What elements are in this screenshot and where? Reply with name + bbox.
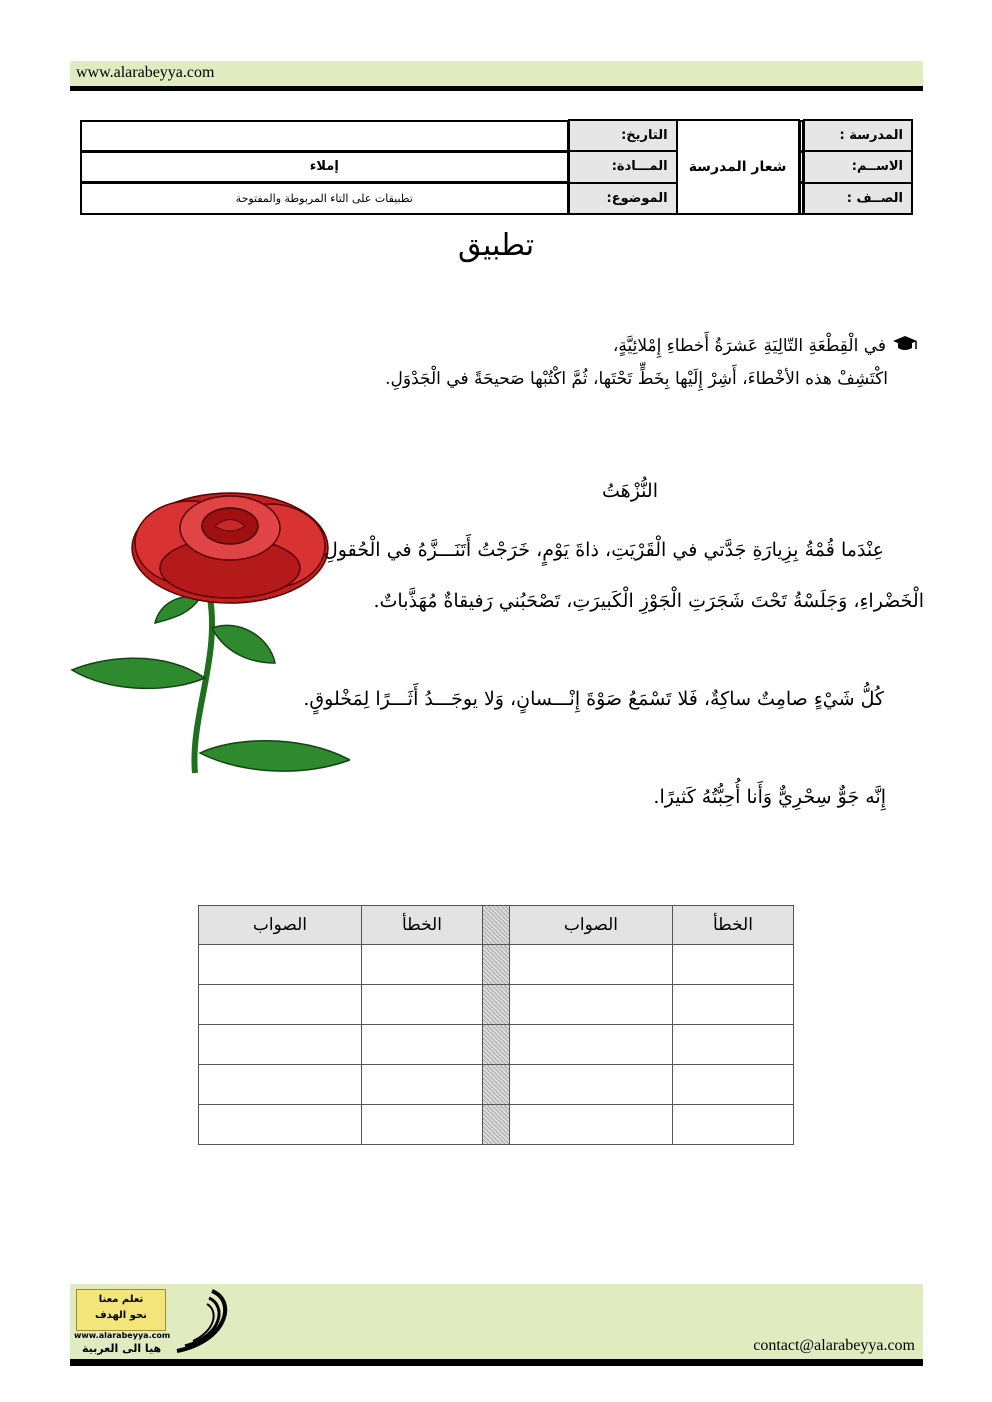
mistake-cell[interactable] — [672, 1105, 793, 1145]
page-title: تطبيق — [457, 228, 535, 263]
site-url[interactable]: www.alarabeyya.com — [76, 64, 215, 81]
table-row — [199, 1105, 794, 1145]
mistake-cell[interactable] — [361, 945, 482, 985]
school-logo-placeholder: شعار المدرسة — [677, 120, 799, 214]
passage-title: النُّزْهَتُ — [602, 480, 658, 502]
badge-box: تعلم معنا نحو الهدف — [76, 1289, 166, 1331]
date-label: التاريخ: — [569, 120, 677, 151]
swirl-logo-icon — [167, 1286, 242, 1358]
site-badge[interactable] — [72, 1286, 242, 1358]
name-label: الاســم: — [804, 151, 912, 182]
mistake-cell[interactable] — [672, 985, 793, 1025]
table-separator — [483, 985, 510, 1025]
subject-label: المـــادة: — [569, 151, 677, 182]
mistake-cell[interactable] — [361, 985, 482, 1025]
correct-cell[interactable] — [510, 1025, 673, 1065]
mistake-cell[interactable] — [672, 1025, 793, 1065]
footer-band — [70, 1284, 923, 1366]
contact-email[interactable]: contact@alarabeyya.com — [753, 1337, 915, 1354]
mistake-cell[interactable] — [361, 1025, 482, 1065]
rose-illustration — [70, 488, 350, 788]
table-separator — [483, 1105, 510, 1145]
correct-cell[interactable] — [510, 1065, 673, 1105]
class-field[interactable] — [799, 183, 804, 214]
header-correct: الصواب — [510, 906, 673, 945]
mistake-cell[interactable] — [361, 1105, 482, 1145]
school-field[interactable] — [799, 120, 804, 151]
topic-value: تطبيقات على التاء المربوطة والمفتوحة — [81, 183, 569, 214]
table-separator — [483, 945, 510, 985]
table-row — [199, 1025, 794, 1065]
header-band — [70, 61, 923, 91]
instructions — [218, 330, 918, 396]
correct-cell[interactable] — [199, 945, 362, 985]
passage-paragraph-2: كُلُّ شَيْءٍ صامِتٌ ساكِةٌ، فَلا تَسْمَعُ صَوْةَ إِنْـــسانٍ، وَلا يوجَـــدُ أَثَـــرًا لِمَخْلوقٍ. — [303, 688, 884, 710]
passage-paragraph-1: عِنْدَما قُمْةُ بِزِيارَةِ جَدَّتي في الْقَرْيَتِ، ذاةَ يَوْمٍ، خَرَجْتُ أَتَنَـــزَّهُ في الْحُقولِ الْخَضْراءِ، وَجَلَسْةُ تَحْتَ شَجَرَتِ الْجَوْزِ الْكَبيرَتِ، تَصْحَبُني رَفيقاةٌ مُهَذَّباتٌ. — [324, 539, 924, 612]
correct-cell[interactable] — [199, 1025, 362, 1065]
table-row — [199, 1065, 794, 1105]
badge-url: www.alarabeyya.com — [74, 1331, 171, 1340]
class-label: الصــف : — [804, 183, 912, 214]
mistake-cell[interactable] — [672, 1065, 793, 1105]
name-field[interactable] — [799, 151, 804, 182]
badge-slogan: هيا الى العربية — [82, 1342, 162, 1355]
correct-cell[interactable] — [510, 985, 673, 1025]
header-mistake: الخطأ — [672, 906, 793, 945]
instruction-line-2: اكْتَشِفْ هذه الأخْطاءَ، أَشِرْ إِلَيْها بِخَطٍّ تَحْتَها، ثُمَّ اكْتُبْها صَحيحَةً في الْجَدْوَلِ. — [385, 369, 888, 389]
date-field[interactable] — [81, 120, 569, 151]
table-separator — [483, 906, 510, 945]
table-separator — [483, 1025, 510, 1065]
table-separator — [483, 1065, 510, 1105]
graduation-cap-icon — [892, 330, 918, 363]
info-table — [80, 119, 913, 215]
school-label: المدرسة : — [804, 120, 912, 151]
instruction-line-1: في الْقِطْعَةِ التّالِيَةِ عَشرَةُ أَخطاءِ إِمْلائِيَّةٍ، — [218, 330, 918, 363]
header-mistake: الخطأ — [361, 906, 482, 945]
table-row — [199, 945, 794, 985]
header-correct: الصواب — [199, 906, 362, 945]
mistake-cell[interactable] — [672, 945, 793, 985]
correct-cell[interactable] — [199, 1105, 362, 1145]
correct-cell[interactable] — [510, 945, 673, 985]
passage-paragraph-3: إِنَّه جَوٌّ سِحْرِيٌّ وَأَنا أُحِبُّتُهُ كَثيرًا. — [653, 786, 886, 808]
correct-cell[interactable] — [199, 985, 362, 1025]
table-row — [199, 985, 794, 1025]
correct-cell[interactable] — [510, 1105, 673, 1145]
mistake-cell[interactable] — [361, 1065, 482, 1105]
subject-value: إملاء — [81, 151, 569, 182]
topic-label: الموضوع: — [569, 183, 677, 214]
answer-table — [198, 905, 794, 1145]
correct-cell[interactable] — [199, 1065, 362, 1105]
